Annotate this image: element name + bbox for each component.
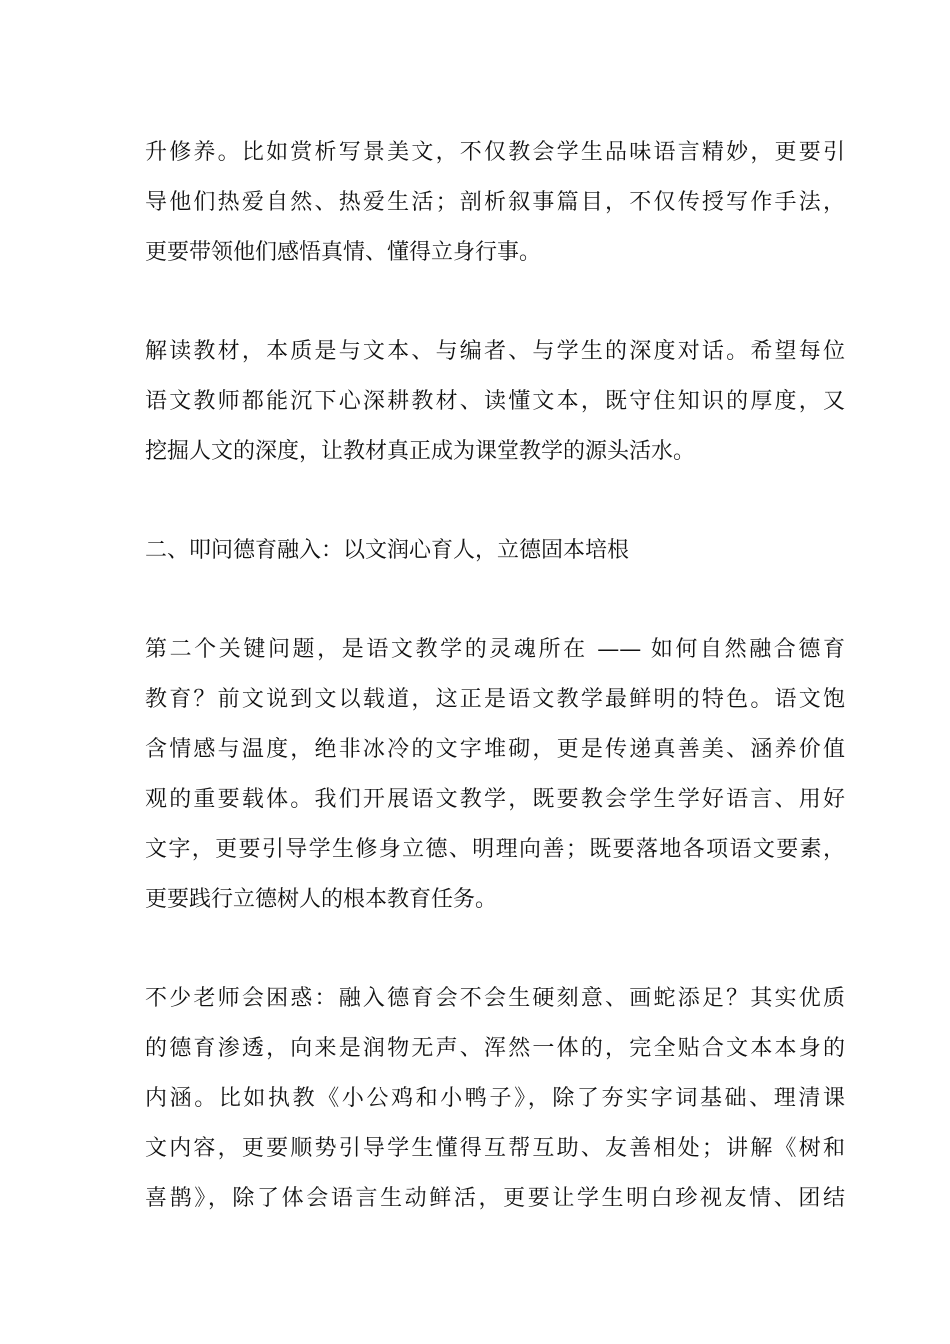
paragraph-2 [145,332,845,482]
text-line: 升修养。比如赏析写景美文，不仅教会学生品味语言精妙，更要引 [145,140,845,165]
text-line: 更要践行立德树人的根本教育任务。 [145,887,498,912]
text-line: 的德育渗透，向来是润物无声、浑然一体的，完全贴合文本本身的 [145,1036,845,1061]
text-line: 更要带领他们感悟真情、懂得立身行事。 [145,240,542,265]
paragraph-gap [145,482,845,531]
text-line: 挖掘人文的深度，让教材真正成为课堂教学的源头活水。 [145,439,696,464]
text-line: 解读教材，本质是与文本、与编者、与学生的深度对话。希望每位 [145,339,845,364]
heading-line: 二、叩问德育融入：以文润心育人，立德固本培根 [145,538,630,563]
text-line: 文字，更要引导学生修身立德、明理向善；既要落地各项语文要素， [145,837,845,862]
paragraph-4 [145,979,845,1229]
text-line: 含情感与温度，绝非冰冷的文字堆砌，更是传递真善美、涵养价值 [145,737,845,762]
document-body [145,133,845,1229]
text-line: 导他们热爱自然、热爱生活；剖析叙事篇目，不仅传授写作手法， [145,190,845,215]
text-line: 教育？前文说到文以载道，这正是语文教学最鲜明的特色。语文饱 [145,687,845,712]
paragraph-1 [145,133,845,283]
paragraph-gap [145,581,845,630]
paragraph-gap [145,283,845,332]
text-line: 语文教师都能沉下心深耕教材、读懂文本，既守住知识的厚度，又 [145,389,845,414]
paragraph-gap [145,930,845,979]
text-line: 内涵。比如执教《小公鸡和小鸭子》，除了夯实字词基础、理清课 [145,1086,845,1111]
text-line: 第二个关键问题，是语文教学的灵魂所在 —— 如何自然融合德育 [145,637,845,662]
text-line: 文内容，更要顺势引导学生懂得互帮互助、友善相处；讲解《树和 [145,1136,845,1161]
text-line: 不少老师会困惑：融入德育会不会生硬刻意、画蛇添足？其实优质 [145,986,845,1011]
text-line: 喜鹊》，除了体会语言生动鲜活，更要让学生明白珍视友情、团结 [145,1186,845,1211]
paragraph-3 [145,630,845,930]
text-line: 观的重要载体。我们开展语文教学，既要教会学生学好语言、用好 [145,787,845,812]
section-heading [145,531,845,581]
